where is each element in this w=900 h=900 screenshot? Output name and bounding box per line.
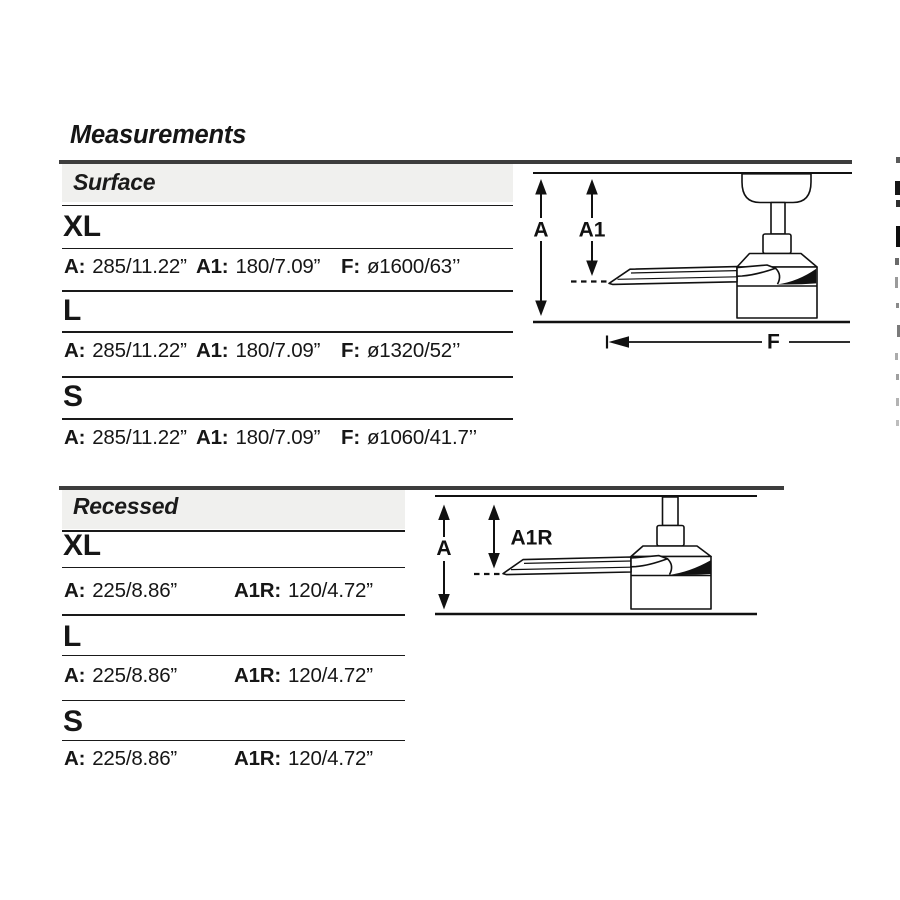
divider — [62, 700, 405, 702]
spec-label: A: — [64, 664, 86, 687]
spec-value: 225/8.86” — [92, 664, 178, 687]
divider — [62, 418, 513, 420]
surface-mount-diagram — [520, 155, 860, 365]
spec-value: 225/8.86” — [92, 579, 178, 602]
spec-label: A1: — [196, 339, 229, 362]
motor-top — [737, 254, 817, 268]
divider — [62, 655, 405, 657]
dimension-arrow-a1 — [579, 179, 606, 276]
spec-a1 — [196, 341, 320, 362]
clipped-text-fragment — [895, 353, 898, 360]
spec-value: 285/11.22” — [92, 254, 187, 278]
recessed-s-specs — [0, 749, 900, 775]
downrod — [771, 203, 785, 235]
spec-value: 180/7.09” — [235, 254, 321, 278]
spec-label: A1: — [196, 426, 229, 449]
clipped-text-fragment — [895, 277, 898, 288]
spec-value: 180/7.09” — [235, 339, 321, 362]
divider — [62, 376, 513, 378]
spec-a1 — [196, 254, 321, 278]
spec-a1r — [234, 581, 373, 602]
spec-label: A: — [64, 339, 86, 362]
spec-a1r — [234, 666, 373, 687]
spec-label: A1: — [196, 254, 229, 278]
spec-f — [341, 341, 460, 362]
surface-size-xl: XL — [63, 209, 101, 243]
ceiling-fan-drawing — [609, 174, 817, 318]
dimension-arrow-a — [436, 505, 451, 610]
spec-a — [64, 581, 177, 602]
spec-a — [64, 666, 177, 687]
spec-label: F: — [341, 339, 360, 362]
dimension-label-a1: A1 — [578, 218, 606, 242]
spec-a — [64, 341, 187, 362]
recessed-l-specs — [0, 666, 900, 692]
dimension-label-a: A — [436, 537, 452, 560]
divider — [62, 614, 405, 616]
spec-value: ø1600/63’’ — [366, 254, 461, 278]
spec-label: A1R: — [234, 664, 282, 687]
spec-value: ø1320/52’’ — [366, 339, 461, 362]
spec-a — [64, 254, 187, 278]
recessed-size-xl: XL — [63, 529, 101, 562]
spec-label: A: — [64, 426, 86, 449]
recessed-size-s: S — [63, 704, 83, 738]
recessed-size-l: L — [63, 619, 82, 653]
spec-a1r — [234, 749, 373, 770]
coupler — [763, 234, 791, 254]
ceiling-fan-drawing — [503, 497, 711, 609]
surface-size-l: L — [63, 294, 82, 327]
dimension-arrow-f — [607, 331, 850, 354]
fan-blade — [503, 557, 631, 575]
clipped-text-fragment — [896, 398, 899, 406]
spec-label: A: — [64, 254, 86, 278]
divider — [62, 290, 513, 292]
spec-f — [341, 254, 461, 278]
divider — [62, 248, 513, 250]
divider — [62, 331, 513, 333]
spec-value: 120/4.72” — [288, 747, 373, 770]
spec-value: 180/7.09” — [235, 426, 321, 449]
dimension-arrow-a — [533, 179, 548, 316]
spec-value: 285/11.22” — [92, 339, 187, 362]
divider — [62, 740, 405, 742]
fan-blade — [609, 267, 737, 285]
divider — [62, 567, 405, 569]
dimension-label-f: F — [767, 330, 780, 354]
clipped-text-fragment — [896, 420, 899, 426]
dimension-label-a1r: A1R — [510, 526, 553, 550]
spec-label: A1R: — [234, 579, 282, 602]
clipped-text-fragment — [896, 200, 900, 207]
downrod — [663, 497, 679, 526]
spec-label: A: — [64, 579, 86, 602]
spec-label: A1R: — [234, 747, 282, 770]
spec-label: F: — [341, 426, 360, 449]
surface-s-specs — [0, 428, 900, 454]
divider — [62, 530, 405, 532]
spec-label: A: — [64, 747, 86, 770]
surface-size-s: S — [63, 379, 83, 413]
clipped-text-fragment — [895, 258, 899, 265]
surface-header-label: Surface — [73, 169, 156, 195]
clipped-text-fragment — [896, 374, 899, 380]
spec-value: 285/11.22” — [92, 426, 187, 449]
clipped-text-fragment — [896, 157, 900, 163]
spec-value: 120/4.72” — [288, 579, 373, 602]
divider — [62, 205, 513, 207]
motor-top — [631, 546, 711, 557]
canopy — [742, 174, 811, 203]
spec-a — [64, 749, 177, 770]
spec-value: 120/4.72” — [288, 664, 373, 687]
spec-f — [341, 428, 477, 449]
clipped-text-fragment — [896, 226, 900, 247]
spec-a1 — [196, 428, 320, 449]
spec-a — [64, 428, 187, 449]
spec-label: F: — [341, 254, 360, 278]
recessed-header-label: Recessed — [73, 493, 179, 519]
page-title: Measurements — [70, 121, 247, 149]
clipped-text-fragment — [896, 303, 899, 308]
coupler — [657, 526, 684, 547]
recessed-mount-diagram — [425, 485, 770, 625]
spec-value: ø1060/41.7’’ — [366, 426, 478, 449]
dimension-label-a: A — [533, 218, 549, 242]
clipped-text-fragment — [895, 181, 900, 195]
spec-value: 225/8.86” — [92, 747, 178, 770]
